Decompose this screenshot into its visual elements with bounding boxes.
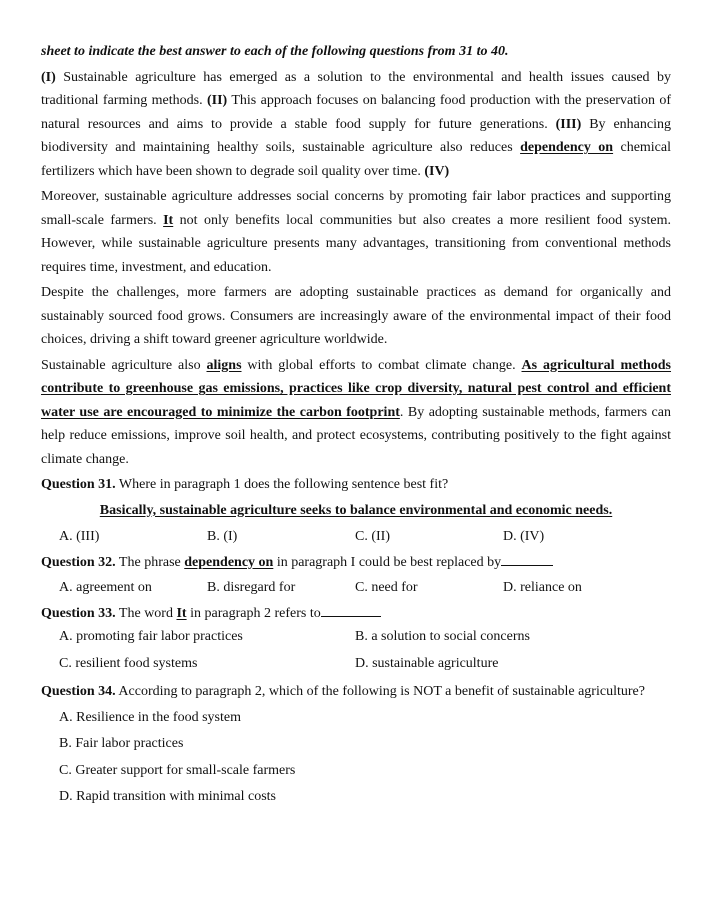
q32-answer-blank bbox=[501, 551, 553, 566]
q34-label: Question 34. bbox=[41, 684, 116, 699]
q34-options bbox=[41, 706, 671, 809]
q34-option-b[interactable]: B. Fair labor practices bbox=[59, 736, 184, 751]
q31-option-a[interactable]: A. (III) bbox=[59, 529, 100, 544]
instructions: sheet to indicate the best answer to each of the following questions from 31 to 40. bbox=[41, 44, 509, 59]
underlined-it: It bbox=[163, 212, 174, 228]
q31-option-d[interactable]: D. (IV) bbox=[503, 529, 545, 544]
paragraph-2 bbox=[41, 185, 671, 279]
q33-option-c[interactable]: C. resilient food systems bbox=[59, 655, 198, 671]
q31-insert-sentence: Basically, sustainable agriculture seeks to balance environmental and economic needs. bbox=[99, 502, 613, 518]
q31-label: Question 31. bbox=[41, 477, 116, 492]
p4-text-3: . By adopting sustainable methods, farmers can help reduce emissions, improve soil health, and protect ecosystems, contributing positively to the fight against climate change. bbox=[41, 404, 671, 467]
q33-option-d[interactable]: D. sustainable agriculture bbox=[355, 655, 499, 671]
q32-option-d[interactable]: D. reliance on bbox=[503, 580, 582, 595]
q33-options bbox=[41, 625, 671, 678]
q32-option-c[interactable]: C. need for bbox=[355, 580, 418, 595]
q33-answer-blank bbox=[321, 602, 381, 617]
q32-options bbox=[41, 576, 671, 600]
q31-option-b[interactable]: B. (I) bbox=[207, 529, 238, 544]
q34-option-c[interactable]: C. Greater support for small-scale farmers bbox=[59, 762, 296, 778]
question-33 bbox=[41, 602, 671, 679]
p4-text-2: with global efforts to combat climate change. bbox=[241, 357, 522, 373]
marker-i: (I) bbox=[41, 69, 56, 85]
q33-option-a[interactable]: A. promoting fair labor practices bbox=[59, 629, 243, 644]
p4-text-1: Sustainable agriculture also bbox=[41, 357, 207, 373]
p2-text-1: Moreover, sustainable agriculture addresses social concerns by promoting fair labor practices and supporting small-scale farmers. bbox=[41, 189, 671, 228]
question-32 bbox=[41, 551, 671, 600]
p1-sentence-2: This approach focuses on balancing food production with the preservation of natural resources and aims to provide a stable food supply for future generations. bbox=[41, 93, 672, 132]
p1-sentence-1: Sustainable agriculture has emerged as a solution to the environmental and health issues caused by traditional farming methods. bbox=[41, 69, 671, 108]
q33-label: Question 33. bbox=[41, 605, 116, 621]
q34-option-a[interactable]: A. Resilience in the food system bbox=[59, 709, 241, 725]
paragraph-4 bbox=[41, 354, 671, 472]
marker-iii: (III) bbox=[555, 116, 582, 132]
p2-text-2: not only benefits local communities but also creates a more resilient food system. However, while sustainable agriculture presents many advantages, transitioning from conventional methods requires time, investment, and education. bbox=[41, 212, 671, 275]
question-34 bbox=[41, 680, 671, 809]
p1-sentence-3a: By enhancing biodiversity and maintaining healthy soils, sustainable agriculture also reduces bbox=[41, 116, 671, 155]
q32-text-1: The phrase bbox=[115, 554, 185, 570]
paragraph-3: Despite the challenges, more farmers are adopting sustainable practices as demand for organically and sustainably sourced food grows. Consumers are increasingly aware of the environmental impact of their food choices, driving a shift toward greener agriculture worldwide. bbox=[41, 285, 671, 347]
q32-label: Question 32. bbox=[41, 554, 116, 570]
q31-option-c[interactable]: C. (II) bbox=[355, 529, 390, 544]
p1-sentence-3b: chemical fertilizers which have been shown to degrade soil quality over time. bbox=[41, 140, 672, 179]
underlined-sentence: As agricultural methods contribute to greenhouse gas emissions, practices like crop diversity, natural pest control and efficient water use are encouraged to minimize the carbon footprint bbox=[41, 357, 672, 420]
q32-option-a[interactable]: A. agreement on bbox=[59, 580, 152, 595]
q33-option-b[interactable]: B. a solution to social concerns bbox=[355, 629, 530, 644]
q34-text: According to paragraph 2, which of the following is NOT a benefit of sustainable agriculture? bbox=[115, 684, 645, 699]
q32-text-2: in paragraph I could be best replaced by bbox=[273, 554, 502, 570]
q34-option-d[interactable]: D. Rapid transition with minimal costs bbox=[59, 789, 276, 804]
q33-text-2: in paragraph 2 refers to bbox=[186, 605, 321, 621]
marker-ii: (II) bbox=[206, 93, 228, 108]
underlined-dependency-on: dependency on bbox=[520, 140, 614, 155]
q32-underlined: dependency on bbox=[184, 554, 274, 570]
question-31 bbox=[41, 473, 671, 549]
q31-options bbox=[41, 525, 671, 549]
q33-text-1: The word bbox=[115, 605, 177, 621]
marker-iv: (IV) bbox=[424, 163, 450, 179]
underlined-aligns: aligns bbox=[206, 357, 242, 373]
q33-underlined: It bbox=[176, 605, 187, 621]
paragraph-1 bbox=[41, 66, 671, 184]
q32-option-b[interactable]: B. disregard for bbox=[207, 580, 296, 595]
q31-text: Where in paragraph 1 does the following sentence best fit? bbox=[115, 477, 449, 492]
